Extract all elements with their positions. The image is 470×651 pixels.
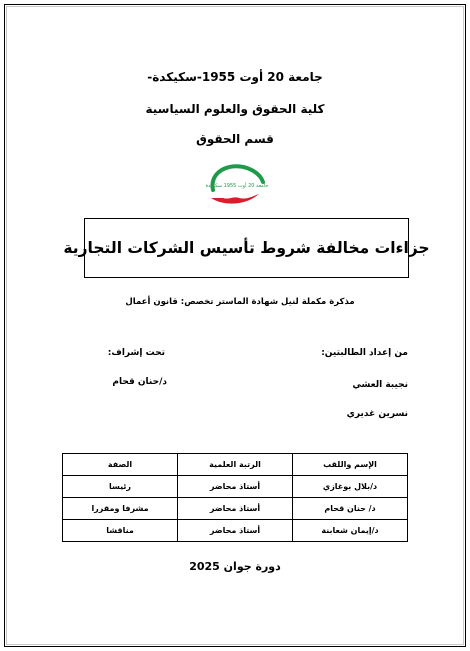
students-label: من إعداد الطالبتين:	[321, 348, 408, 358]
student-name-1: نجيبة العشي	[352, 380, 408, 390]
jury-cell-role: مناقشا	[63, 520, 178, 542]
jury-header-name: الإسم واللقب	[293, 454, 408, 476]
jury-cell-name: د/ حنان قحام	[293, 498, 408, 520]
faculty-name: كلية الحقوق والعلوم السياسية	[145, 102, 325, 116]
jury-cell-role: مشرفا ومقررا	[63, 498, 178, 520]
jury-cell-name: د/بلال بوغازي	[293, 476, 408, 498]
jury-header-role: الصفة	[63, 454, 178, 476]
jury-header-row	[63, 454, 408, 476]
jury-cell-name: د/إيمان شعابنة	[293, 520, 408, 542]
jury-table	[62, 453, 408, 542]
student-name-2: نسرين غديري	[346, 409, 408, 419]
thesis-title: جزاءات مخالفة شروط تأسيس الشركات التجارية	[63, 239, 430, 257]
thesis-title-box	[63, 218, 430, 278]
jury-header-rank: الرتبة العلمية	[178, 454, 293, 476]
table-row	[63, 498, 408, 520]
jury-cell-rank: أستاذ محاضر	[178, 476, 293, 498]
university-name: جامعة 20 أوت 1955-سكيكدة-	[147, 70, 323, 84]
supervisor-name: د/حنان قحام	[112, 377, 167, 387]
jury-cell-role: رئيسا	[63, 476, 178, 498]
department-name: قسم الحقوق	[196, 132, 274, 146]
table-row	[63, 520, 408, 542]
table-row	[63, 476, 408, 498]
thesis-subtitle: مذكرة مكملة لنيل شهادة الماستر تخصص: قانون أعمال	[125, 297, 355, 307]
jury-cell-rank: أستاذ محاضر	[178, 498, 293, 520]
session-date: دورة جوان 2025	[189, 560, 281, 573]
svg-text:جامعة 20 أوت 1955 سكيكدة: جامعة 20 أوت 1955 سكيكدة	[205, 183, 269, 189]
university-logo-icon	[203, 160, 267, 208]
jury-cell-rank: أستاذ محاضر	[178, 520, 293, 542]
supervision-label: تحت إشراف:	[107, 348, 165, 358]
